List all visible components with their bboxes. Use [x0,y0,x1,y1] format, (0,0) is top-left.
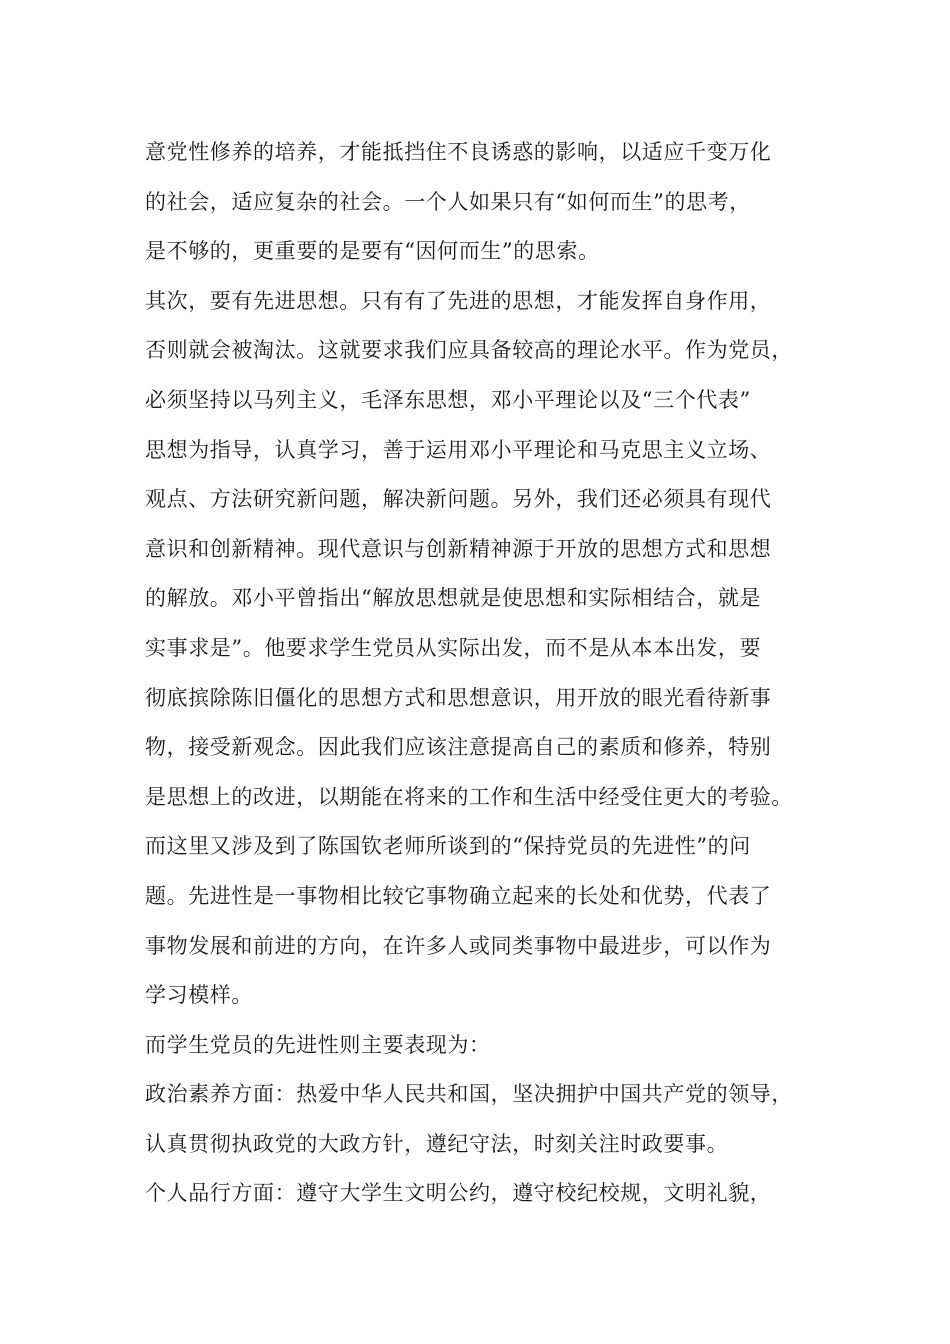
text-line: 必须坚持以马列主义，毛泽东思想，邓小平理论以及“三个代表” [145,387,751,412]
text-line: 而这里又涉及到了陈国钦老师所谈到的“保持党员的先进性”的问 [145,834,751,859]
document-body [145,128,815,1219]
text-line: 而学生党员的先进性则主要表现为： [145,1032,491,1057]
text-line: 否则就会被淘汰。这就要求我们应具备较高的理论水平。作为党员， [145,338,793,363]
text-line: 意识和创新精神。现代意识与创新精神源于开放的思想方式和思想 [145,536,772,561]
text-line: 是不够的，更重要的是要有“因何而生”的思索。 [145,239,600,264]
text-line: 的解放。邓小平曾指出“解放思想就是使思想和实际相结合，就是 [145,586,762,611]
text-line: 题。先进性是一事物相比较它事物确立起来的长处和优势，代表了 [145,883,772,908]
text-line: 观点、方法研究新问题，解决新问题。另外，我们还必须具有现代 [145,487,772,512]
text-line: 意党性修养的培养，才能抵挡住不良诱惑的影响，以适应千变万化 [145,140,772,164]
text-line: 个人品行方面：遵守大学生文明公约，遵守校纪校规，文明礼貌， [145,1181,772,1206]
text-line: 其次，要有先进思想。只有有了先进的思想，才能发挥自身作用， [145,288,772,313]
text-line: 思想为指导，认真学习，善于运用邓小平理论和马克思主义立场、 [145,437,772,462]
text-line: 政治素养方面：热爱中华人民共和国，坚决拥护中国共产党的领导， [145,1082,793,1107]
text-line: 实事求是”。他要求学生党员从实际出发，而不是从本本出发，要 [145,635,762,660]
text-line: 事物发展和前进的方向，在许多人或同类事物中最进步，可以作为 [145,933,772,958]
text-line: 的社会，适应复杂的社会。一个人如果只有“如何而生”的思考， [145,189,751,214]
text-line: 物，接受新观念。因此我们应该注意提高自己的素质和修养，特别 [145,735,772,760]
text-line: 是思想上的改进，以期能在将来的工作和生活中经受住更大的考验。 [145,784,793,809]
text-line: 认真贯彻执政党的大政方针，遵纪守法，时刻关注时政要事。 [145,1131,729,1156]
text-line: 学习模样。 [145,983,253,1008]
text-line: 彻底摈除陈旧僵化的思想方式和思想意识，用开放的眼光看待新事 [145,685,772,710]
